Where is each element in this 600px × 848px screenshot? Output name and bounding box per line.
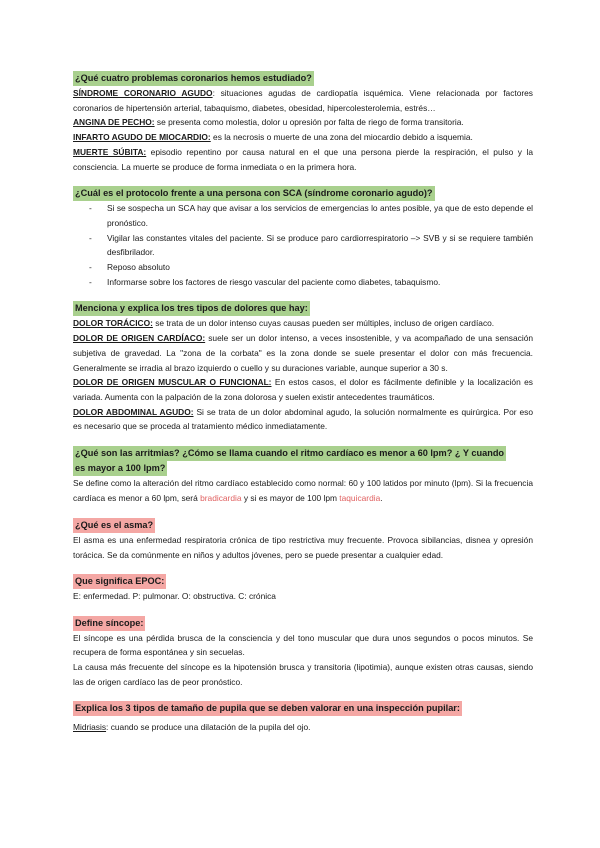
answer-paragraph: La causa más frecuente del síncope es la hipotensión brusca y transitoria (lipotimia), aunque existen otras causas, siendo las de origen cardíaco las de peor pronóstico. — [73, 661, 533, 687]
question-heading: ¿Qué es el asma? — [73, 518, 155, 533]
section-epoc — [73, 574, 533, 604]
document-page — [73, 71, 533, 745]
section-syncope — [73, 616, 533, 690]
answer-paragraph: El síncope es una pérdida brusca de la consciencia y del tono muscular que dura unos segundos o pocos minutos. Se recupera de forma espontánea y sin secuelas. — [73, 632, 533, 658]
definition-paragraph: SÍNDROME CORONARIO AGUDO: situaciones agudas de cardiopatía isquémica. Viene relacionada por factores coronarios de hipertensión arterial, tabaquismo, diabetes, obesidad, hipercolesterolemia, estrés… — [73, 88, 533, 113]
definition-paragraph: DOLOR TORÁCICO: se trata de un dolor intenso cuyas causas pueden ser múltiples, incluso de origen cardíaco. — [73, 318, 495, 329]
taquicardia-term: taquicardia — [339, 492, 381, 503]
term: DOLOR DE ORIGEN MUSCULAR O FUNCIONAL: — [73, 377, 272, 388]
term: SÍNDROME CORONARIO AGUDO — [73, 88, 213, 98]
question-heading-line1: ¿Qué son las arritmias? ¿Cómo se llama cuando el ritmo cardíaco es menor a 60 lpm? ¿ Y cuando — [73, 446, 506, 461]
term: MUERTE SÚBITA: — [73, 146, 147, 157]
term: DOLOR TORÁCICO: — [73, 318, 153, 329]
definition-paragraph: DOLOR ABDOMINAL AGUDO: Si se trata de un dolor abdominal agudo, la solución normalmente es quirúrgica. Por eso es necesario que se proceda al tratamiento médico inmediatamente. — [73, 406, 533, 432]
answer-paragraph: Se define como la alteración del ritmo cardíaco establecido como normal: 60 y 100 latidos por minuto (lpm). Si la frecuencia cardíaca es menor a 60 lpm, será bradicardia y si es mayor de 100 lpm taquicardia. — [73, 478, 533, 503]
term: INFARTO AGUDO DE MIOCARDIO: — [73, 132, 211, 143]
term: Midriasis — [73, 722, 107, 733]
definition-paragraph: ANGINA DE PECHO: se presenta como molestia, dolor u opresión por falta de riego de forma transitoria. — [73, 117, 464, 128]
section-sca-protocol — [73, 186, 533, 289]
question-heading: Que significa EPOC: — [73, 574, 166, 589]
question-heading: ¿Cuál es el protocolo frente a una persona con SCA (síndrome coronario agudo)? — [73, 186, 435, 201]
question-heading: ¿Qué cuatro problemas coronarios hemos estudiado? — [73, 71, 314, 86]
section-coronary-problems — [73, 71, 533, 174]
definition-paragraph: DOLOR DE ORIGEN MUSCULAR O FUNCIONAL: En estos casos, el dolor es fácilmente definible y la localización es variada. Aumenta con la palpación de la zona dolorosa y suelen existir antecedentes traumáticos. — [73, 377, 533, 402]
section-arrhythmias — [73, 446, 533, 505]
bradicardia-term: bradicardia — [200, 492, 242, 503]
list-item: - Informarse sobre los factores de riesgo vascular del paciente como diabetes, tabaquismo. — [107, 275, 533, 290]
term: DOLOR DE ORIGEN CARDÍACO: — [73, 333, 206, 344]
term: DOLOR ABDOMINAL AGUDO: — [73, 406, 194, 417]
section-pain-types — [73, 301, 533, 434]
list-item: - Reposo absoluto — [107, 260, 533, 275]
section-asthma — [73, 518, 533, 562]
definition-paragraph: MUERTE SÚBITA: episodio repentino por causa natural en el que una persona pierde la respiración, el pulso y la consciencia. La muerte se produce de forma inmediata o en la primera hora. — [73, 146, 533, 172]
question-heading-line2: es mayor a 100 lpm? — [73, 461, 167, 476]
section-pupil-size — [73, 701, 533, 735]
definition-paragraph: DOLOR DE ORIGEN CARDÍACO: suele ser un dolor intenso, a veces insostenible, y va acompañado de una sensación subjetiva de gravedad. La "zona de la corbata" es la zona donde se suele presentar el dolor con más frecuencia. Generalmente se irradia al brazo izquierdo o cuello y su duraciones variable, aunque superior a 30 s. — [73, 333, 534, 373]
question-heading: Explica los 3 tipos de tamaño de pupila que se deben valorar en una inspección pupilar: — [73, 701, 462, 716]
term: ANGINA DE PECHO: — [73, 117, 155, 128]
protocol-list — [73, 201, 533, 289]
list-item: - Vigilar las constantes vitales del paciente. Si se produce paro cardiorrespiratorio –> SVB y si se requiere también desfibrilador. — [107, 231, 533, 260]
question-heading: Define síncope: — [73, 616, 145, 631]
question-heading: Menciona y explica los tres tipos de dolores que hay: — [73, 301, 310, 316]
list-item: - Si se sospecha un SCA hay que avisar a los servicios de emergencias lo antes posible, ya que de esto depende el pronóstico. — [107, 201, 533, 230]
definition-paragraph: INFARTO AGUDO DE MIOCARDIO: es la necrosis o muerte de una zona del miocardio debido a isquemia. — [73, 132, 473, 143]
answer-paragraph: E: enfermedad. P: pulmonar. O: obstructiva. C: crónica — [73, 590, 276, 601]
answer-paragraph: Midriasis: cuando se produce una dilatación de la pupila del ojo. — [73, 722, 311, 733]
answer-paragraph: El asma es una enfermedad respiratoria crónica de tipo restrictiva muy frecuente. Provoca sibilancias, disnea y opresión torácica. Se da comúnmente en niños y adultos jóvenes, pero se puede presentar a cualquier edad. — [73, 535, 533, 561]
